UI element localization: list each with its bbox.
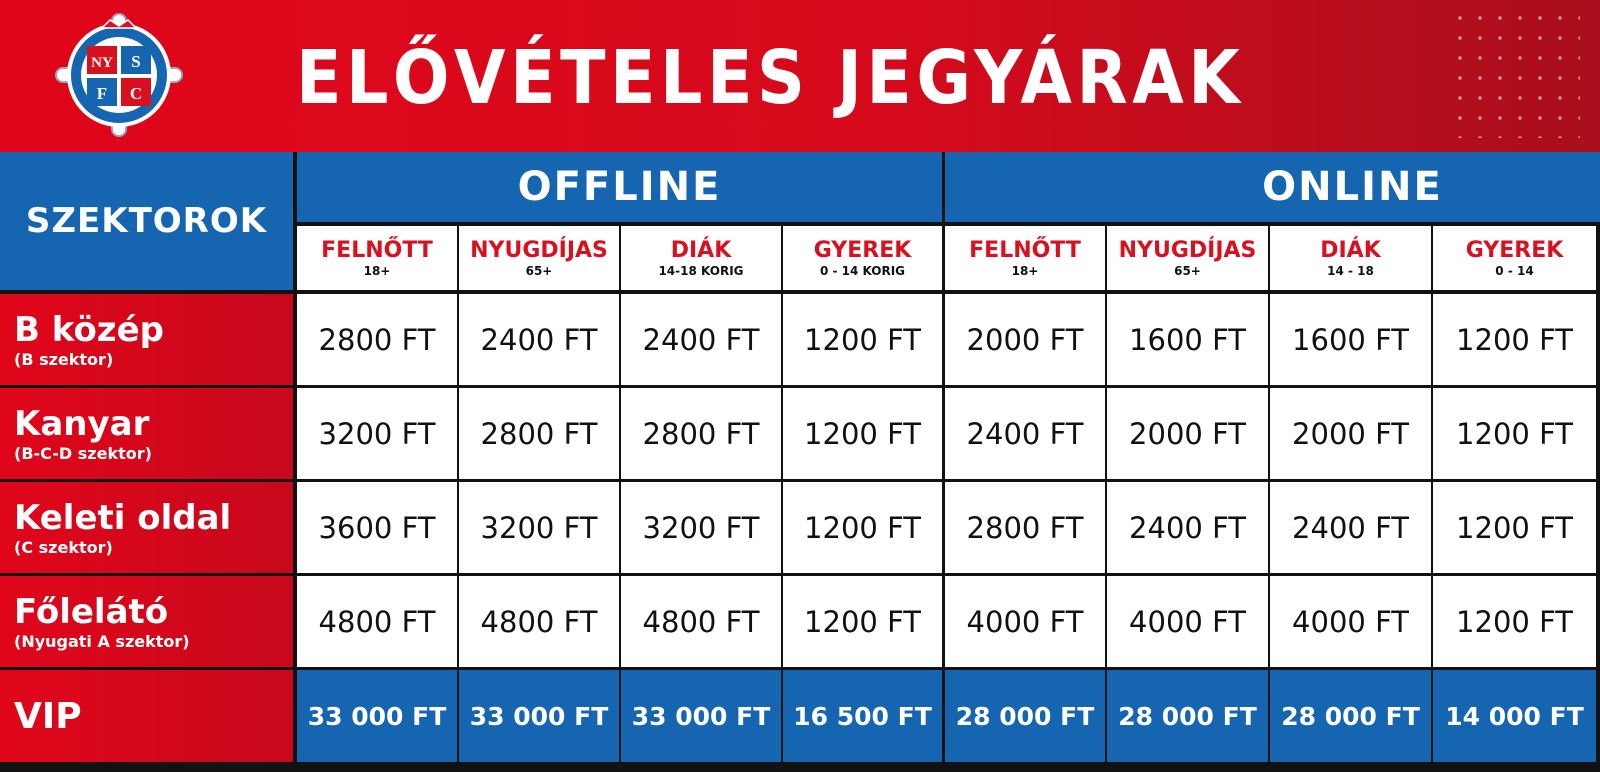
price-cell: 1200 FT (783, 482, 945, 576)
column-name: NYUGDÍJAS (1118, 238, 1257, 263)
column-age: 14-18 KORIG (658, 264, 744, 278)
sector-code: (B szektor) (14, 349, 114, 369)
online-group-header: ONLINE (945, 152, 1600, 226)
price-cell: 3200 FT (621, 482, 783, 576)
sector-code: (B-C-D szektor) (14, 443, 152, 463)
column-name: DIÁK (670, 238, 732, 263)
vip-price-cell: 14 000 FT (1433, 670, 1596, 762)
column-header (1107, 226, 1270, 294)
column-header (945, 226, 1107, 294)
price-cell: 2400 FT (459, 294, 621, 388)
price-cell: 2400 FT (1107, 482, 1270, 576)
dot-pattern (1450, 8, 1580, 138)
column-name: FELNŐTT (969, 238, 1081, 263)
sector-header: SZEKTOROK (0, 152, 297, 294)
price-cell: 1200 FT (783, 576, 945, 670)
vip-price-cell: 28 000 FT (945, 670, 1107, 762)
sector-name: Keleti oldal (14, 497, 232, 538)
sector-name: B közép (14, 309, 164, 350)
price-cell: 2400 FT (621, 294, 783, 388)
column-name: NYUGDÍJAS (470, 238, 608, 263)
sector-code: (C szektor) (14, 537, 113, 557)
price-cell: 2800 FT (297, 294, 459, 388)
vip-price-cell: 33 000 FT (297, 670, 459, 762)
price-cell: 2000 FT (1107, 388, 1270, 482)
column-name: DIÁK (1320, 238, 1381, 263)
price-cell: 1600 FT (1107, 294, 1270, 388)
column-name: FELNŐTT (321, 238, 433, 263)
price-cell: 3600 FT (297, 482, 459, 576)
header-banner (0, 0, 1600, 152)
vip-price-cell: 28 000 FT (1270, 670, 1433, 762)
column-name: GYEREK (813, 238, 912, 263)
price-cell: 1200 FT (1433, 482, 1596, 576)
column-header (783, 226, 945, 294)
price-cell: 2400 FT (945, 388, 1107, 482)
price-cell: 4800 FT (459, 576, 621, 670)
price-cell: 2800 FT (945, 482, 1107, 576)
column-age: 14 - 18 (1327, 264, 1374, 278)
sector-row-label (0, 388, 297, 482)
price-cell: 1200 FT (783, 294, 945, 388)
column-name: GYEREK (1465, 238, 1564, 263)
logo-letter: S (131, 52, 141, 71)
price-table (0, 152, 1600, 772)
price-cell: 2800 FT (621, 388, 783, 482)
logo-letter: NY (91, 55, 113, 71)
vip-price-cell: 33 000 FT (459, 670, 621, 762)
sector-name: Főlelátó (14, 591, 169, 632)
column-age: 18+ (363, 264, 391, 278)
price-cell: 2000 FT (945, 294, 1107, 388)
price-cell: 2800 FT (459, 388, 621, 482)
price-cell: 1200 FT (1433, 576, 1596, 670)
vip-row-label: VIP (0, 670, 297, 762)
column-header (297, 226, 459, 294)
price-cell: 4000 FT (1270, 576, 1433, 670)
price-cell: 1200 FT (783, 388, 945, 482)
club-logo (52, 10, 186, 140)
sector-row-label (0, 294, 297, 388)
column-age: 65+ (525, 264, 553, 278)
sector-row-label (0, 482, 297, 576)
vip-price-cell: 16 500 FT (783, 670, 945, 762)
vip-price-cell: 28 000 FT (1107, 670, 1270, 762)
column-age: 18+ (1011, 264, 1039, 278)
price-cell: 4800 FT (621, 576, 783, 670)
offline-group-header: OFFLINE (297, 152, 945, 226)
logo-letter: C (129, 84, 143, 103)
price-cell: 3200 FT (297, 388, 459, 482)
column-header (621, 226, 783, 294)
page-title: ELŐVÉTELES JEGYÁRAK (296, 35, 1245, 121)
price-cell: 1200 FT (1433, 388, 1596, 482)
sector-row-label (0, 576, 297, 670)
sector-name: Kanyar (14, 403, 150, 444)
column-age: 65+ (1174, 264, 1201, 278)
column-header (1270, 226, 1433, 294)
logo-letter: F (96, 84, 108, 103)
column-header (1433, 226, 1596, 294)
sector-code: (Nyugati A szektor) (14, 631, 190, 651)
price-cell: 4000 FT (945, 576, 1107, 670)
price-cell: 4800 FT (297, 576, 459, 670)
vip-price-cell: 33 000 FT (621, 670, 783, 762)
column-age: 0 - 14 KORIG (819, 264, 906, 278)
price-cell: 1600 FT (1270, 294, 1433, 388)
column-header (459, 226, 621, 294)
column-age: 0 - 14 (1495, 264, 1534, 278)
price-cell: 3200 FT (459, 482, 621, 576)
price-cell: 1200 FT (1433, 294, 1596, 388)
price-cell: 2400 FT (1270, 482, 1433, 576)
price-cell: 2000 FT (1270, 388, 1433, 482)
price-cell: 4000 FT (1107, 576, 1270, 670)
